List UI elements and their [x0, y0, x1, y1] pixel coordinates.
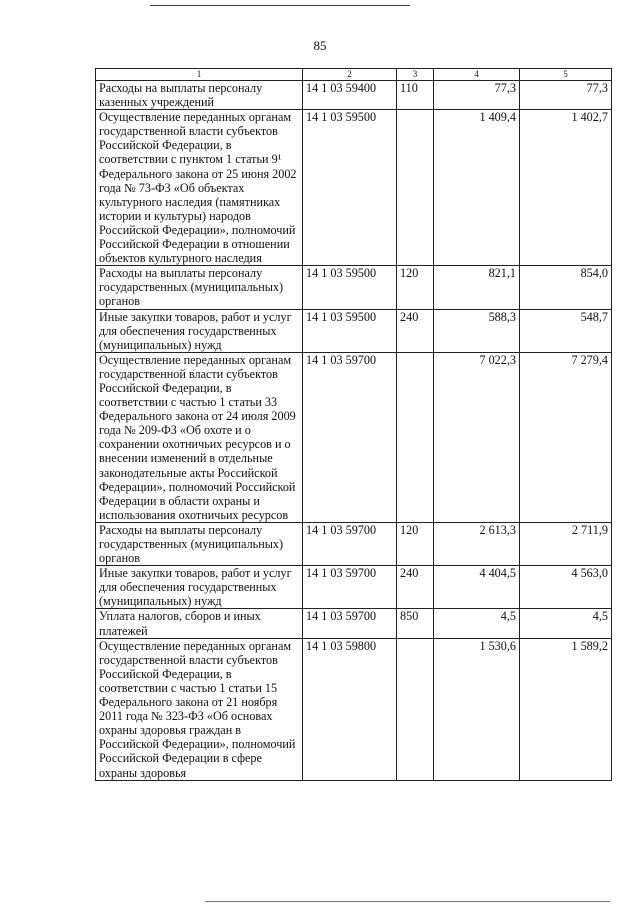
table-row [96, 522, 612, 565]
row-code: 14 1 03 59500 [303, 266, 397, 309]
table-row [96, 566, 612, 609]
row-code: 14 1 03 59700 [303, 352, 397, 522]
row-name: Осуществление переданных органам государственной власти субъектов Российской Федерации, в соответствии с частью 1 статьи 15 Федерального закона от 21 ноября 2011 года № 323-ФЗ «Об основах охраны здоровья граждан в Российской Федерации», полномочий Российской Федерации в сфере охраны здоровья [96, 638, 303, 780]
row-expense-type: 110 [397, 81, 434, 110]
header-col-1: 1 [96, 69, 303, 81]
table-row [96, 609, 612, 638]
table-row [96, 266, 612, 309]
header-col-3: 3 [397, 69, 434, 81]
table-row [96, 81, 612, 110]
row-expense-type: 240 [397, 566, 434, 609]
row-name: Расходы на выплаты персоналу казенных учреждений [96, 81, 303, 110]
row-value-year2: 1 402,7 [520, 110, 612, 266]
row-value-year2: 854,0 [520, 266, 612, 309]
table-row [96, 638, 612, 780]
row-name: Расходы на выплаты персоналу государственных (муниципальных) органов [96, 266, 303, 309]
row-expense-type [397, 110, 434, 266]
row-value-year1: 4,5 [434, 609, 520, 638]
row-expense-type [397, 638, 434, 780]
row-expense-type: 850 [397, 609, 434, 638]
row-name: Уплата налогов, сборов и иных платежей [96, 609, 303, 638]
row-expense-type: 120 [397, 522, 434, 565]
budget-table [95, 68, 612, 781]
row-expense-type: 240 [397, 309, 434, 352]
row-value-year2: 4 563,0 [520, 566, 612, 609]
header-col-2: 2 [303, 69, 397, 81]
row-name: Осуществление переданных органам государственной власти субъектов Российской Федерации, в соответствии с пунктом 1 статьи 9¹ Федерального закона от 25 июня 2002 года № 73-ФЗ «Об объектах культурного наследия (памятниках истории и культуры) народов Российской Федерации», полномочий Российской Федерации в отношении объектов культурного наследия [96, 110, 303, 266]
row-code: 14 1 03 59800 [303, 638, 397, 780]
row-expense-type: 120 [397, 266, 434, 309]
header-col-4: 4 [434, 69, 520, 81]
row-name: Осуществление переданных органам государственной власти субъектов Российской Федерации, в соответствии с частью 1 статьи 33 Федерального закона от 24 июля 2009 года № 209-ФЗ «Об охоте и о сохранении охотничьих ресурсов и о внесении изменений в отдельные законодательные акты Российской Федерации», полномочий Российской Федерации в области охраны и использования охотничьих ресурсов [96, 352, 303, 522]
row-name: Иные закупки товаров, работ и услуг для обеспечения государственных (муниципальных) нужд [96, 566, 303, 609]
row-value-year1: 4 404,5 [434, 566, 520, 609]
table-header-row [96, 69, 612, 81]
scan-edge-top [150, 5, 410, 6]
row-expense-type [397, 352, 434, 522]
row-value-year1: 588,3 [434, 309, 520, 352]
row-value-year1: 1 530,6 [434, 638, 520, 780]
row-value-year2: 1 589,2 [520, 638, 612, 780]
row-value-year2: 548,7 [520, 309, 612, 352]
table-row [96, 110, 612, 266]
header-col-5: 5 [520, 69, 612, 81]
row-code: 14 1 03 59500 [303, 309, 397, 352]
row-code: 14 1 03 59700 [303, 566, 397, 609]
table-row [96, 352, 612, 522]
row-name: Иные закупки товаров, работ и услуг для обеспечения государственных (муниципальных) нужд [96, 309, 303, 352]
row-value-year1: 1 409,4 [434, 110, 520, 266]
row-code: 14 1 03 59400 [303, 81, 397, 110]
page-number: 85 [313, 38, 327, 53]
row-code: 14 1 03 59700 [303, 609, 397, 638]
row-value-year1: 7 022,3 [434, 352, 520, 522]
scan-edge-bottom [205, 901, 610, 902]
row-value-year1: 2 613,3 [434, 522, 520, 565]
row-code: 14 1 03 59500 [303, 110, 397, 266]
row-name: Расходы на выплаты персоналу государственных (муниципальных) органов [96, 522, 303, 565]
row-value-year2: 4,5 [520, 609, 612, 638]
row-value-year1: 821,1 [434, 266, 520, 309]
row-value-year1: 77,3 [434, 81, 520, 110]
row-code: 14 1 03 59700 [303, 522, 397, 565]
row-value-year2: 7 279,4 [520, 352, 612, 522]
row-value-year2: 77,3 [520, 81, 612, 110]
table-row [96, 309, 612, 352]
row-value-year2: 2 711,9 [520, 522, 612, 565]
